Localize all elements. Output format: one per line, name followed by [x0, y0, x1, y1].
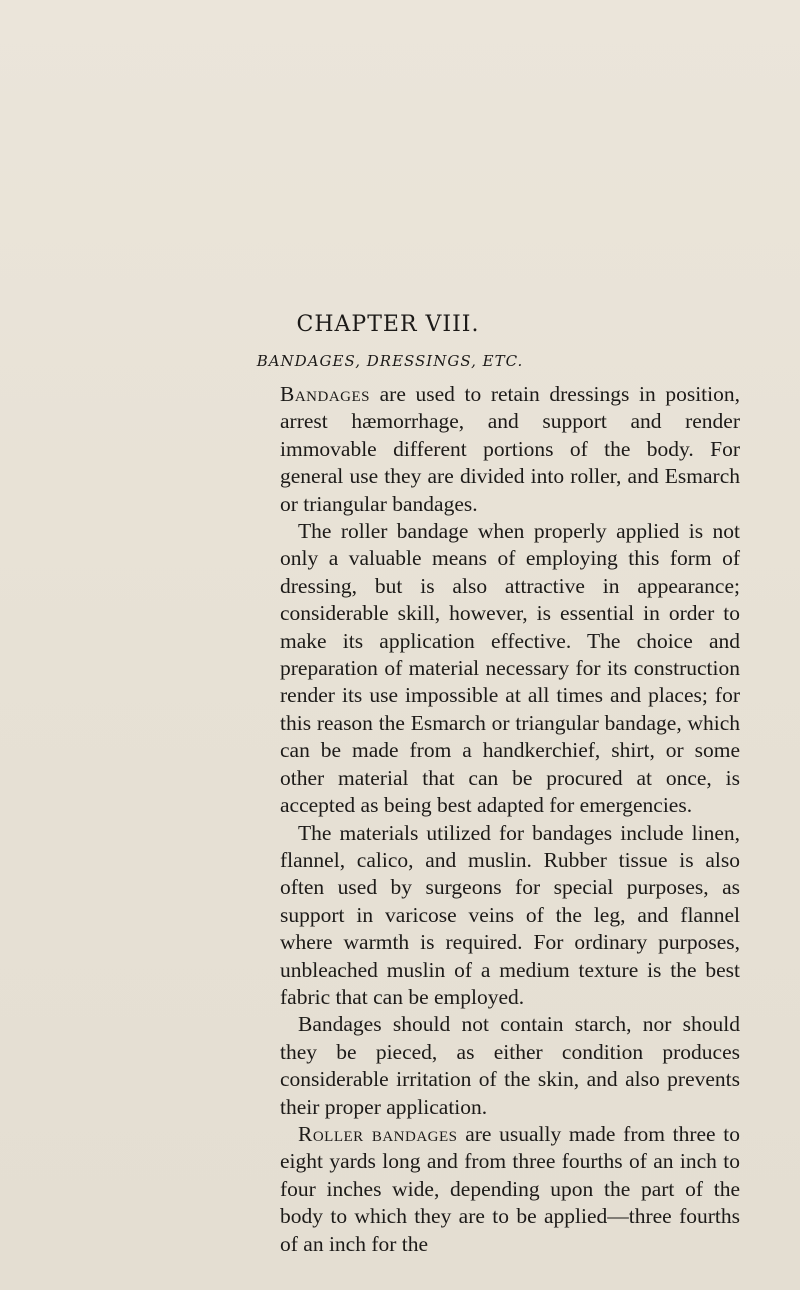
paragraph-text: The roller bandage when properly applied is not only a valuable means of employing this form of dressing, but is also attractive in appearance; considerable skill, however, is essential in order to make its application effective. The choice and preparation of material necessary for its construction render its use impossible at all times and places; for this reason the Esmarch or triangular bandage, which can be made from a handkerchief, shirt, or some other material that can be procured at once, is accepted as being best adapted for emergencies.: [280, 519, 740, 818]
paragraph-text: are used to retain dressings in position, arrest hæmorrhage, and support and render immovable different portions of the body. For general use they are divided into roller, and Esmarch or triangular bandages.: [280, 382, 740, 516]
paragraph-text: The materials utilized for bandages include linen, flannel, calico, and muslin. Rubber tissue is also often used by surgeons for special purposes, as support in varicose veins of the leg, and flannel where warmth is required. For ordinary purposes, unbleached muslin of a medium texture is the best fabric that can be employed.: [280, 820, 740, 1009]
paragraph-1: [280, 381, 740, 518]
section-heading: BANDAGES, DRESSINGS, ETC.: [256, 352, 524, 370]
paragraph-lead: Bandages: [280, 382, 371, 406]
paragraph-2: [280, 518, 740, 819]
paragraph-lead: Roller bandages: [298, 1121, 458, 1146]
body-text: [280, 381, 740, 1258]
chapter-heading: CHAPTER VIII.: [296, 312, 480, 337]
paragraph-5: [280, 1121, 740, 1258]
paragraph-3: [280, 820, 740, 1012]
paragraph-4: [280, 1011, 740, 1121]
paragraph-text: are usually made from three to eight yards long and from three fourths of an inch to four inches wide, depending upon the part of the body to which they are to be applied—three fourths of an inch for the: [280, 1121, 740, 1256]
paragraph-text: Bandages should not contain starch, nor should they be pieced, as either condition produces considerable irritation of the skin, and also prevents their proper application.: [280, 1012, 740, 1119]
